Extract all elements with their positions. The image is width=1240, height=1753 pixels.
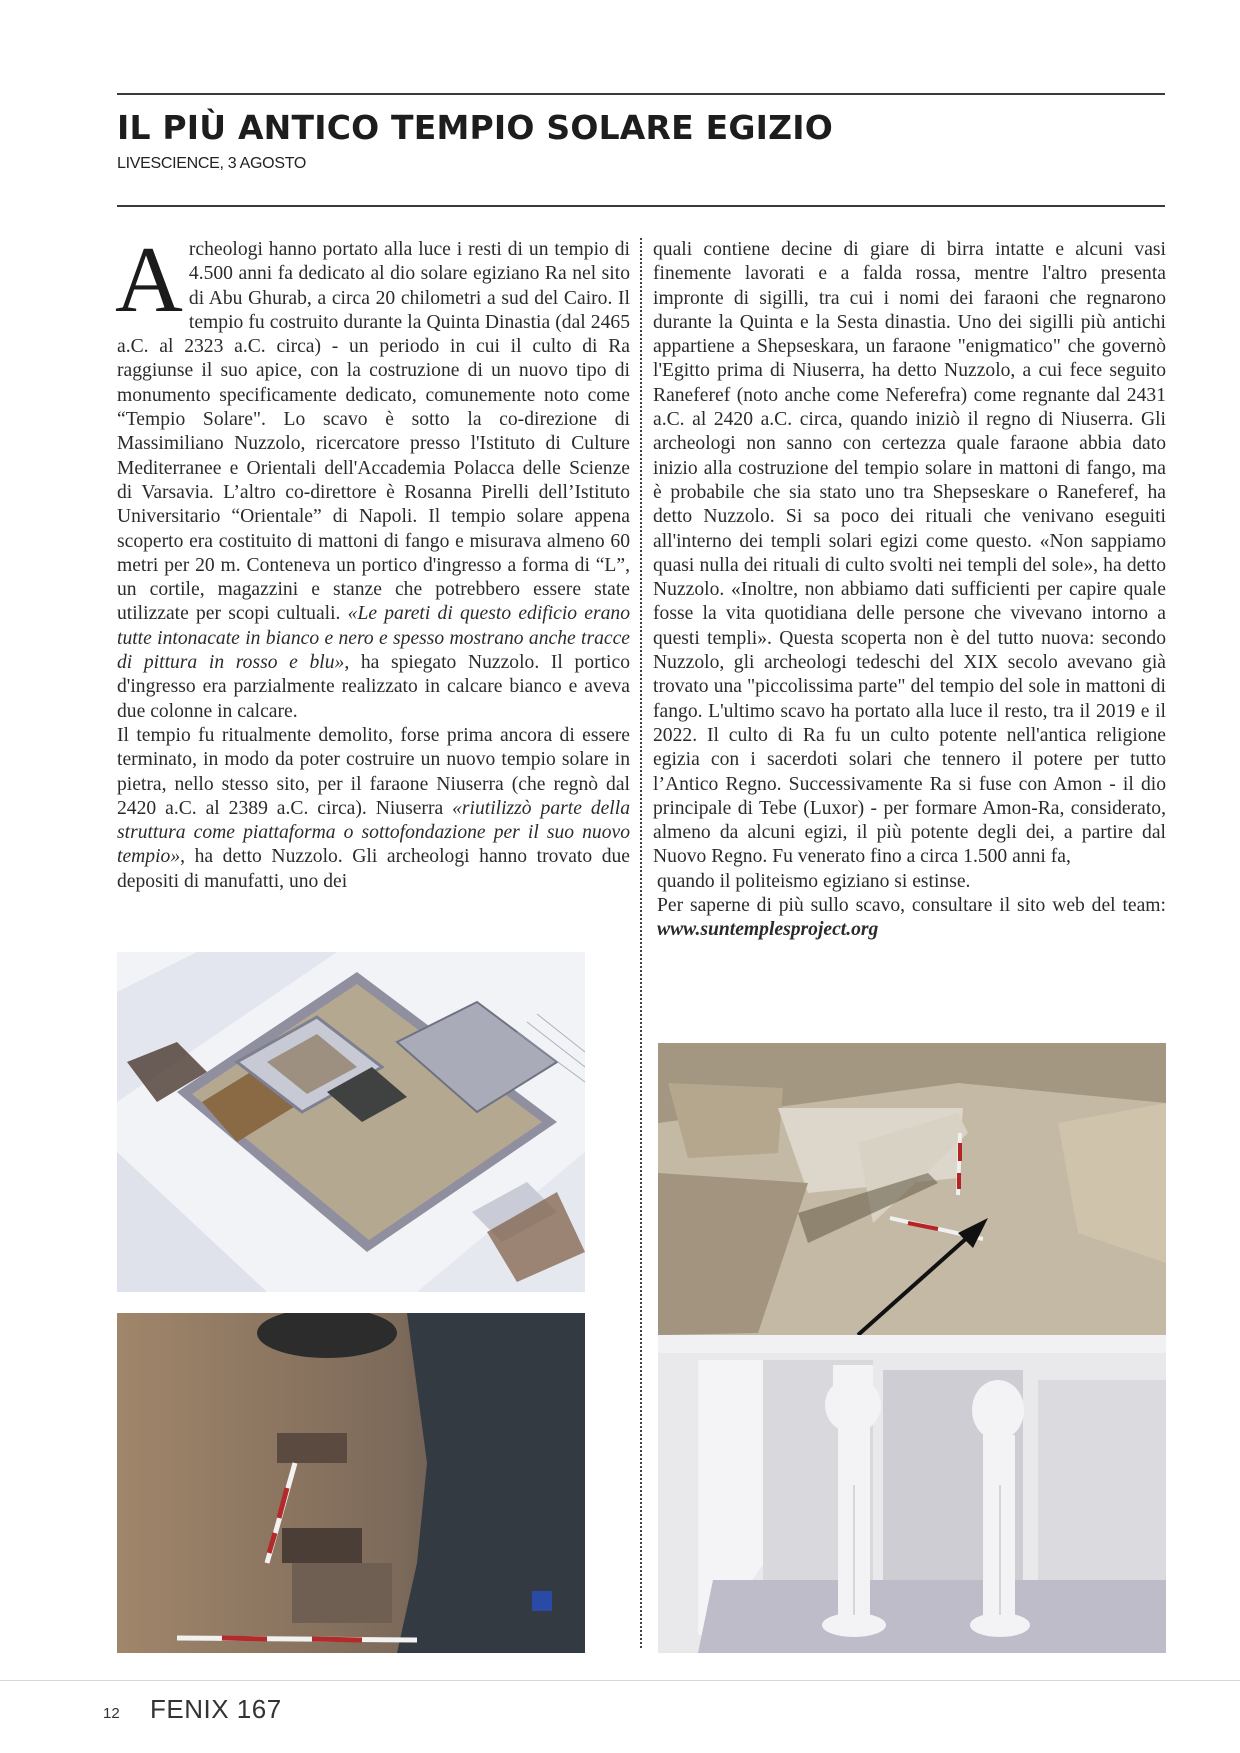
excavation-arrow-image <box>658 1043 1166 1335</box>
header-top-rule <box>117 93 1165 95</box>
paragraph: Il tempio fu ritualmente demolito, forse prima ancora di essere terminato, in modo da poter costruire un nuovo tempio solare in pietra, nello stesso sito, per il faraone Niuserra (che regnò dal 2420 a.C. al 2389 a.C. circa). Niuserra «riutilizzò parte della struttura come piattaforma o sottofondazione per il suo nuovo tempio», ha detto Nuzzolo. Gli archeologi hanno trovato due depositi di manufatti, uno dei <box>117 724 630 892</box>
article-title: IL PIÙ ANTICO TEMPIO SOLARE EGIZIO <box>117 108 833 147</box>
paragraph: Archeologi hanno portato alla luce i resti di un tempio di 4.500 anni fa dedicato al dio solare egiziano Ra nel sito di Abu Ghurab, a circa 20 chilometri a sud del Cairo. Il tempio fu costruito durante la Quinta Dinastia (dal 2465 a.C. al 2323 a.C. circa) - un periodo in cui il culto di Ra raggiunse il suo apice, con la costruzione di un nuovo tipo di monumento specificamente dedicato, comunemente noto come “Tempio Solare". Lo scavo è sotto la co-direzione di Massimiliano Nuzzolo, ricercatore presso l'Istituto di Culture Mediterranee e Orientali dell'Accademia Polacca delle Scienze di Varsavia. L’altro co-direttore è Rosanna Pirelli dell’Istituto Universitario “Orientale” di Napoli. Il tempio solare appena scoperto era costituito di mattoni di fango e misurava almeno 60 metri per 20 m. Conteneva un portico d'ingresso a forma di “L”, un cortile, magazzini e stanze che potrebbero essere state utilizzate per scopi cultuali. «Le pareti di questo edificio erano tutte intonacate in bianco e nero e spesso mostrano anche tracce di pittura in rosso e blu», ha spiegato Nuzzolo. Il portico d'ingresso era parzialmente realizzato in calcare bianco e aveva due colonne in calcare. <box>115 228 630 722</box>
footer-rule <box>0 1680 1240 1681</box>
header-bottom-rule <box>117 205 1165 207</box>
right-column <box>653 238 1166 943</box>
paragraph: quali contiene decine di giare di birra intatte e alcuni vasi finemente lavorati e a falda rossa, mentre l'altro presenta impronte di sigilli, tra cui i nomi dei faraoni che regnarono durante la Quinta e la Sesta dinastia. Uno dei sigilli più antichi appartiene a Shepseskara, un faraone "enigmatico" che governò l'Egitto prima di Niuserra, ha detto Nuzzolo, a cui fece seguito Raneferef (noto anche come Neferefra) come regnante dal 2431 a.C. al 2420 a.C. circa, quando iniziò il regno di Niuserra. Gli archeologi non sanno con certezza quale faraone abbia dato inizio alla costruzione del tempio solare in mattoni di fango, ma è probabile che sia stato uno tra Shepseskare o Raneferef, ha detto Nuzzolo. Si sa poco dei rituali che venivano eseguiti all'interno dei templi solari egizi come questo. «Non sappiamo quasi nulla dei rituali di culto svolti nei templi del sole», ha detto Nuzzolo. «Inoltre, non abbiamo dati sufficienti per capire quale fosse la vita quotidiana delle persone che vivevano intorno a questi templi». Questa scoperta non è del tutto nuova: secondo Nuzzolo, gli archeologi tedeschi del XIX secolo avevano già trovato una "piccolissima parte" del tempio del sole in mattoni di fango. L'ultimo scavo ha portato alla luce il resto, tra il 2019 e il 2022. Il culto di Ra fu un culto potente nell'antica religione egizia con i sacerdoti solari che tennero il potere per tutto l’Antico Regno. Successivamente Ra si fuse con Amon - il dio principale di Tebe (Luxor) - per formare Amon-Ra, considerato, almeno da alcuni egizi, il più potente degli dei, a partire dal Nuovo Regno. Fu venerato fino a circa 1.500 anni fa, <box>653 239 1166 868</box>
page-number: 12 <box>103 1705 120 1722</box>
article-source: LIVESCIENCE, 3 AGOSTO <box>117 155 307 172</box>
3d-reconstruction-image <box>117 952 585 1292</box>
magazine-issue: FENIX 167 <box>150 1694 282 1724</box>
paragraph: Per saperne di più sullo scavo, consultare il sito web del team: www.suntemplesproject.org <box>657 895 1166 941</box>
drop-cap: A <box>115 228 183 332</box>
quote: «riutilizzò parte della struttura come piattaforma o sottofondazione per il suo nuovo tempio» <box>117 797 630 868</box>
column-separator <box>640 238 642 1648</box>
paragraph: quando il politeismo egiziano si estinse. <box>657 870 971 892</box>
quote: «Le pareti di questo edificio erano tutte intonacate in bianco e nero e spesso mostrano anche tracce di pittura in rosso e blu» <box>117 603 630 674</box>
excavation-site-image <box>117 1313 585 1653</box>
portico-columns-image <box>658 1335 1166 1653</box>
left-column <box>115 228 630 894</box>
website-link[interactable]: www.suntemplesproject.org <box>657 919 879 941</box>
